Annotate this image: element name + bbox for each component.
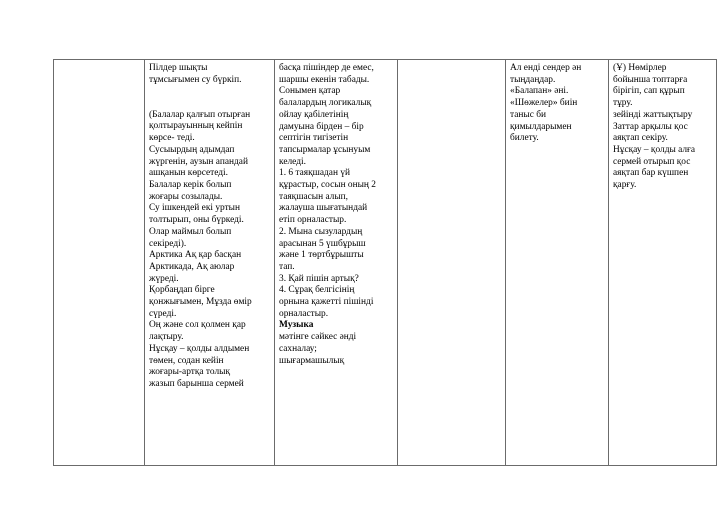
text-line: жүреді. bbox=[149, 273, 179, 284]
text-line: толтырып, оны бүркеді. bbox=[149, 215, 244, 226]
text-line: шаршы екенін табады. bbox=[279, 74, 370, 85]
table-cell-3 bbox=[275, 60, 398, 466]
text-line: жоғары созылады. bbox=[149, 191, 223, 202]
text-line: мәтінге сәйкес әнді bbox=[279, 332, 357, 343]
text-line: орнына қажетті пішінді bbox=[279, 297, 374, 308]
text-line: (Балалар қалғып отырған bbox=[149, 109, 251, 120]
text-line: аяқтап бар күшпен bbox=[613, 168, 689, 179]
text-line: Нұсқау – қолды алға bbox=[613, 144, 696, 155]
text-line: және 1 төртбұрышты bbox=[279, 250, 364, 261]
text-line: сермей отырып қос bbox=[613, 156, 691, 167]
text-line: 3. Қай пішін артық? bbox=[279, 273, 359, 284]
text-line: «Балапан» әні. bbox=[510, 86, 569, 97]
text-line: қонжығымен, Мұзда өмір bbox=[149, 297, 252, 308]
text-line: шығармашылық bbox=[279, 355, 345, 366]
text-line: қолтырауынның кейпін bbox=[149, 121, 243, 132]
text-line: ойлау қабілетінің bbox=[279, 109, 349, 120]
text-line: секіреді). bbox=[149, 238, 187, 249]
table-cell-5 bbox=[506, 60, 609, 466]
text-line: қарғу. bbox=[613, 180, 637, 191]
text-line: жоғары-артқа толық bbox=[149, 367, 230, 378]
text-line: Заттар арқылы қос bbox=[613, 121, 688, 132]
table-cell-1 bbox=[54, 60, 145, 466]
text-line: сахналау; bbox=[279, 343, 317, 354]
text-line: балалардың логикалық bbox=[279, 98, 372, 109]
blank-line bbox=[149, 98, 271, 110]
text-line: тап. bbox=[279, 261, 295, 272]
text-line: аяқтап секіру. bbox=[613, 133, 668, 144]
text-line: 4. Сұрақ белгісінің bbox=[279, 285, 355, 296]
text-line: ашқанын көрсетеді. bbox=[149, 168, 228, 179]
text-line: (Ұ) Нөмірлер bbox=[613, 63, 667, 73]
table-cell-4 bbox=[398, 60, 506, 466]
text-line: дамуына бірден – бір bbox=[279, 121, 364, 132]
text-line: Балалар керік болып bbox=[149, 180, 232, 190]
text-line: Арктикада, Ақ аюлар bbox=[149, 261, 235, 272]
text-line: қимылдарымен bbox=[510, 121, 572, 132]
text-line: бойынша топтарға bbox=[613, 74, 688, 85]
text-line: септігін тигізетін bbox=[279, 133, 349, 144]
text-line: Ал енді сендер ән bbox=[510, 63, 582, 73]
text-line: жазып барынша сермей bbox=[149, 378, 244, 389]
text-line: келеді. bbox=[279, 156, 306, 167]
text-line: Сусыырдың адымдап bbox=[149, 144, 235, 155]
text-line: көрсе- теді. bbox=[149, 133, 195, 144]
text-line: Су ішкендей екі уртын bbox=[149, 203, 240, 214]
text-line: Нұсқау – қолды алдымен bbox=[149, 343, 250, 354]
text-line: тыңдаңдар. bbox=[510, 74, 556, 85]
text-line: сүреді. bbox=[149, 308, 177, 319]
table-cell-2 bbox=[145, 60, 275, 466]
text-line: Олар маймыл болып bbox=[149, 226, 232, 237]
text-line: «Шөжелер» биін bbox=[510, 98, 578, 109]
text-line: Музыка bbox=[279, 320, 314, 331]
text-line: тұру. bbox=[613, 98, 633, 109]
text-line: Сонымен қатар bbox=[279, 86, 341, 97]
lesson-plan-table bbox=[53, 59, 717, 466]
text-line: зейінді жаттықтыру bbox=[613, 109, 693, 120]
text-line: басқа пішіндер де емес, bbox=[279, 63, 374, 73]
text-line: бірігіп, сап құрып bbox=[613, 86, 685, 97]
text-line: тұмсығымен су бүркіп. bbox=[149, 74, 242, 85]
text-line: таныс би bbox=[510, 109, 546, 120]
text-line: етіп орналастыр. bbox=[279, 215, 347, 226]
text-line: таяқшасын алып, bbox=[279, 191, 349, 202]
text-line: жүргенін, аузын апандай bbox=[149, 156, 248, 167]
text-line: лақтыру. bbox=[149, 332, 184, 343]
text-line: 2. Мына сызулардың bbox=[279, 226, 363, 237]
blank-line bbox=[149, 86, 271, 98]
text-line: құрастыр, сосын оның 2 bbox=[279, 180, 376, 191]
text-line: Оң және сол қолмен қар bbox=[149, 320, 246, 331]
text-line: Қорбаңдап бірге bbox=[149, 285, 215, 296]
text-line: Пілдер шықты bbox=[149, 63, 208, 73]
text-line: төмен, содан кейін bbox=[149, 355, 224, 366]
table-row bbox=[54, 60, 717, 466]
table-cell-6 bbox=[609, 60, 717, 466]
text-line: орналастыр. bbox=[279, 308, 329, 319]
text-line: 1. 6 таяқшадан үй bbox=[279, 168, 351, 179]
text-line: Арктика Ақ қар басқан bbox=[149, 250, 242, 261]
text-line: билету. bbox=[510, 133, 539, 144]
text-line: жалауша шығатындай bbox=[279, 203, 368, 214]
text-line: тапсырмалар ұсынуым bbox=[279, 144, 371, 155]
text-line: арасынан 5 үшбұрыш bbox=[279, 238, 366, 249]
